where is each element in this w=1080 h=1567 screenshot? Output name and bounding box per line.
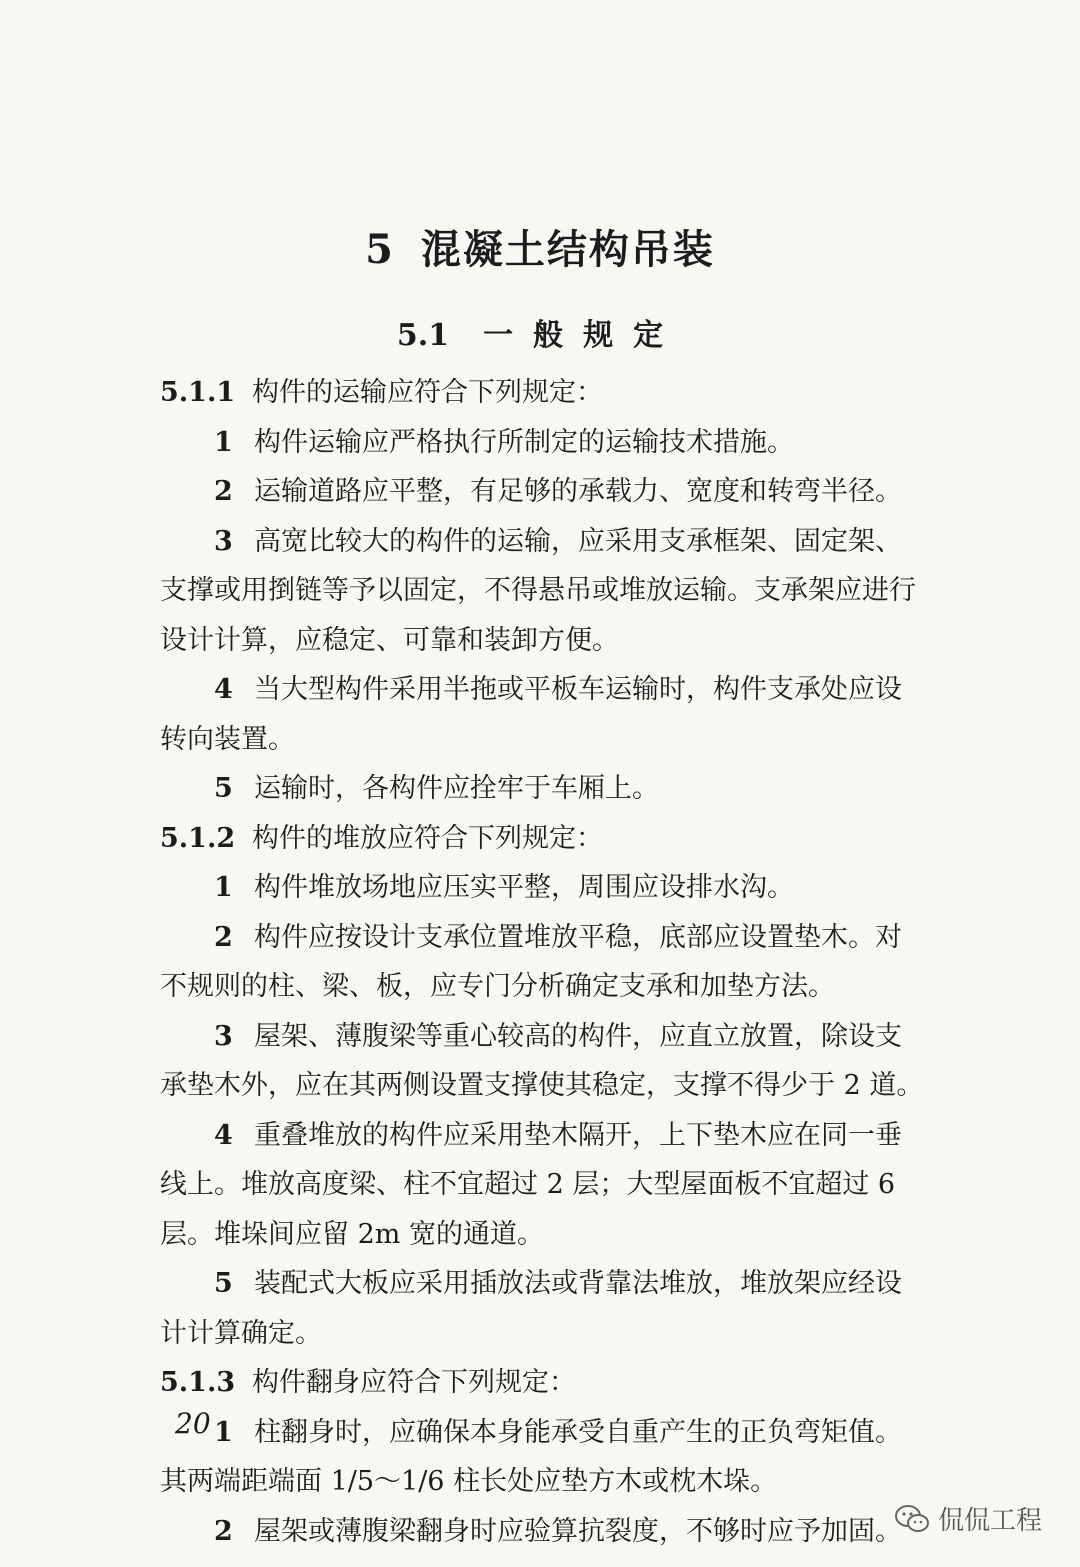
item-number: 2 [214, 476, 233, 507]
text-line [160, 1259, 936, 1309]
section-number: 5.1 [396, 318, 450, 353]
line-text: 构件运输应严格执行所制定的运输技术措施。 [254, 426, 794, 458]
text-line [160, 715, 936, 765]
text-line [160, 418, 936, 468]
text-line [160, 368, 936, 418]
line-text: 其两端距端面 1/5～1/6 柱长处应垫方木或枕木垛。 [160, 1466, 778, 1497]
clause-number: 5.1.1 [160, 377, 236, 408]
item-number: 4 [214, 674, 233, 705]
text-line [160, 1160, 936, 1210]
text-line [160, 1309, 936, 1359]
section-title-text: 一般规定 [483, 318, 684, 353]
text-line [160, 1061, 936, 1111]
text-line [160, 566, 936, 616]
text-line [160, 1358, 936, 1408]
item-number: 5 [214, 773, 233, 804]
text-line [160, 863, 936, 913]
line-text: 计计算确定。 [160, 1317, 322, 1349]
text-line [160, 1408, 936, 1458]
line-text: 支撑或用捯链等予以固定，不得悬吊或堆放运输。支承架应进行 [160, 575, 916, 606]
text-line [160, 467, 936, 517]
watermark-text: 侃侃工程 [937, 1506, 1042, 1536]
line-text: 装配式大板应采用插放法或背靠法堆放，堆放架应经设 [254, 1268, 902, 1299]
item-number: 2 [214, 1515, 233, 1547]
line-text: 构件应按设计支承位置堆放平稳，底部应设置垫木。对 [254, 921, 902, 953]
line-text: 柱翻身时，应确保本身能承受自重产生的正负弯矩值。 [254, 1416, 902, 1448]
line-text: 层。堆垛间应留 2m 宽的通道。 [160, 1218, 544, 1250]
line-text: 线上。堆放高度梁、柱不宜超过 2 层；大型屋面板不宜超过 6 [160, 1169, 896, 1200]
line-text: 构件翻身应符合下列规定： [252, 1367, 576, 1398]
document-body [160, 368, 936, 1556]
wechat-icon [894, 1504, 930, 1534]
text-line [160, 1111, 936, 1161]
line-text: 运输道路应平整，有足够的承载力、宽度和转弯半径。 [254, 476, 902, 507]
line-text: 运输时，各构件应拴牢于车厢上。 [254, 773, 659, 804]
clause-number: 5.1.2 [160, 822, 236, 854]
item-number: 4 [214, 1119, 233, 1151]
line-text: 不规则的柱、梁、板，应专门分析确定支承和加垫方法。 [160, 971, 835, 1002]
text-line [160, 764, 936, 814]
item-number: 5 [214, 1268, 233, 1299]
text-line [160, 913, 936, 963]
text-line [160, 616, 936, 666]
chapter-title [0, 218, 1080, 275]
text-line [160, 665, 936, 715]
text-line [160, 1457, 936, 1507]
line-text: 转向装置。 [160, 723, 295, 755]
item-number: 1 [214, 426, 233, 458]
line-text: 当大型构件采用半拖或平板车运输时，构件支承处应设 [254, 674, 902, 705]
section-title [0, 310, 1080, 354]
text-line [160, 1012, 936, 1062]
line-text: 承垫木外，应在其两侧设置支撑使其稳定，支撑不得少于 2 道。 [160, 1070, 924, 1101]
page-number: 20 [175, 1407, 211, 1440]
item-number: 3 [214, 1020, 233, 1052]
line-text: 屋架、薄腹梁等重心较高的构件，应直立放置，除设支 [254, 1020, 902, 1052]
line-text: 构件的运输应符合下列规定： [252, 377, 603, 408]
line-text: 屋架或薄腹梁翻身时应验算抗裂度，不够时应予加固。 [254, 1515, 902, 1547]
chapter-title-text: 混凝土结构吊装 [420, 226, 715, 273]
item-number: 3 [214, 525, 233, 557]
item-number: 1 [214, 872, 233, 903]
line-text: 构件堆放场地应压实平整，周围应设排水沟。 [254, 872, 794, 903]
text-line [160, 962, 936, 1012]
item-number: 2 [214, 921, 233, 953]
line-text: 设计计算，应稳定、可靠和装卸方便。 [160, 624, 619, 656]
watermark [894, 1500, 1042, 1537]
clause-number: 5.1.3 [160, 1367, 236, 1398]
text-line [160, 1507, 936, 1557]
line-text: 构件的堆放应符合下列规定： [252, 822, 603, 854]
text-line [160, 814, 936, 864]
item-number: 1 [214, 1416, 233, 1448]
line-text: 重叠堆放的构件应采用垫木隔开，上下垫木应在同一垂 [254, 1119, 902, 1151]
text-line [160, 517, 936, 567]
line-text: 高宽比较大的构件的运输，应采用支承框架、固定架、 [254, 525, 902, 557]
text-line [160, 1210, 936, 1260]
chapter-number: 5 [365, 226, 395, 273]
